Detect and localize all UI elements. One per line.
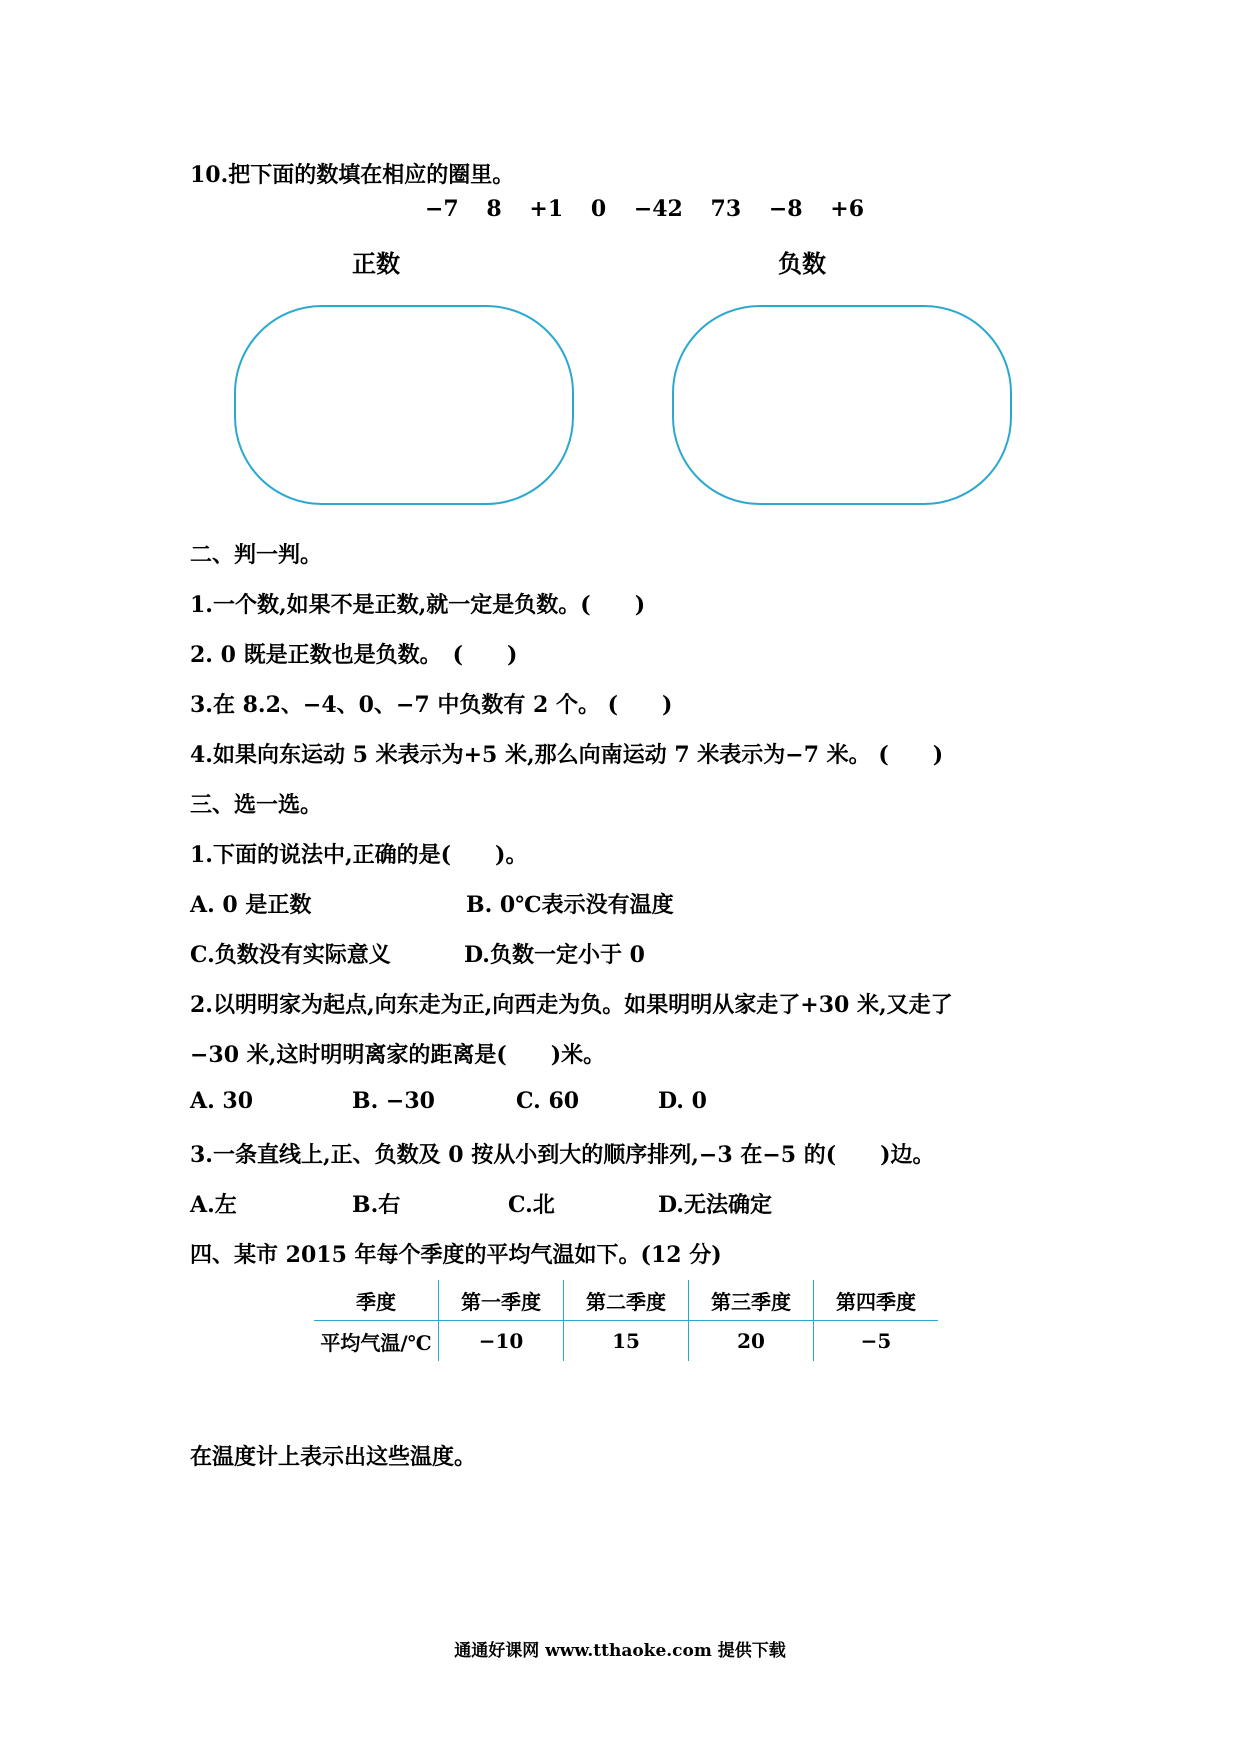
- table-header-cell: 第二季度: [564, 1280, 689, 1321]
- judge-item-2: 2. 0 既是正数也是负数。 ( ): [190, 642, 518, 668]
- table-header-cell: 第三季度: [689, 1280, 814, 1321]
- choice-option-c: C.北: [508, 1192, 555, 1218]
- table-cell: 平均气温/℃: [314, 1321, 439, 1362]
- number-item: 0: [590, 196, 607, 222]
- thermometer-instruction: 在温度计上表示出这些温度。: [190, 1444, 477, 1470]
- number-item: +1: [529, 196, 564, 222]
- table-header-cell: 第一季度: [439, 1280, 564, 1321]
- choice-question-2-line-1: 2.以明明家为起点,向东走为正,向西走为负。如果明明从家走了+30 米,又走了: [190, 992, 953, 1018]
- section-2-title: 二、判一判。: [190, 542, 323, 568]
- negative-answer-oval[interactable]: [672, 305, 1012, 505]
- judge-item-1: 1.一个数,如果不是正数,就一定是负数。( ): [190, 592, 646, 618]
- choice-option-c: C. 60: [516, 1088, 580, 1114]
- choice-option-b: B.右: [352, 1192, 401, 1218]
- choice-option-d: D.负数一定小于 0: [464, 942, 645, 968]
- table-header-cell: 季度: [314, 1280, 439, 1321]
- choice-question-2-line-2: −30 米,这时明明离家的距离是( )米。: [190, 1042, 606, 1068]
- table-cell: −10: [439, 1321, 564, 1362]
- table-header-cell: 第四季度: [814, 1280, 939, 1321]
- choice-option-a: A.左: [190, 1192, 237, 1218]
- choice-option-d: D. 0: [658, 1088, 707, 1114]
- number-item: 8: [486, 196, 502, 222]
- judge-item-4: 4.如果向东运动 5 米表示为+5 米,那么向南运动 7 米表示为−7 米。 ( ): [190, 742, 944, 768]
- number-item: −42: [633, 196, 683, 222]
- choice-option-a: A. 0 是正数: [190, 892, 312, 918]
- number-list: [425, 196, 884, 222]
- table-header-row: [314, 1280, 938, 1321]
- table-row: [314, 1321, 938, 1362]
- number-item: +6: [830, 196, 865, 222]
- choice-option-c: C.负数没有实际意义: [190, 942, 391, 968]
- choice-option-b: B. −30: [352, 1088, 435, 1114]
- page-footer: 通通好课网 www.tthaoke.com 提供下载: [454, 1641, 786, 1661]
- choice-option-d: D.无法确定: [658, 1192, 772, 1218]
- question-10-title: 10.把下面的数填在相应的圈里。: [190, 162, 515, 188]
- negative-label: 负数: [778, 249, 826, 278]
- choice-option-b: B. 0℃表示没有温度: [466, 892, 674, 918]
- table-cell: 20: [689, 1321, 814, 1362]
- number-item: −8: [768, 196, 803, 222]
- number-item: −7: [425, 196, 459, 222]
- number-item: 73: [710, 196, 742, 222]
- section-3-title: 三、选一选。: [190, 792, 323, 818]
- choice-question-3: 3.一条直线上,正、负数及 0 按从小到大的顺序排列,−3 在−5 的( )边。: [190, 1142, 935, 1168]
- positive-answer-oval[interactable]: [234, 305, 574, 505]
- temperature-table: [314, 1280, 938, 1361]
- table-cell: 15: [564, 1321, 689, 1362]
- choice-question-1: 1.下面的说法中,正确的是( )。: [190, 842, 528, 868]
- positive-label: 正数: [352, 249, 400, 278]
- choice-option-a: A. 30: [190, 1088, 254, 1114]
- table-cell: −5: [860, 1329, 892, 1353]
- section-4-title: 四、某市 2015 年每个季度的平均气温如下。(12 分): [190, 1242, 722, 1268]
- judge-item-3: 3.在 8.2、−4、0、−7 中负数有 2 个。 ( ): [190, 692, 673, 718]
